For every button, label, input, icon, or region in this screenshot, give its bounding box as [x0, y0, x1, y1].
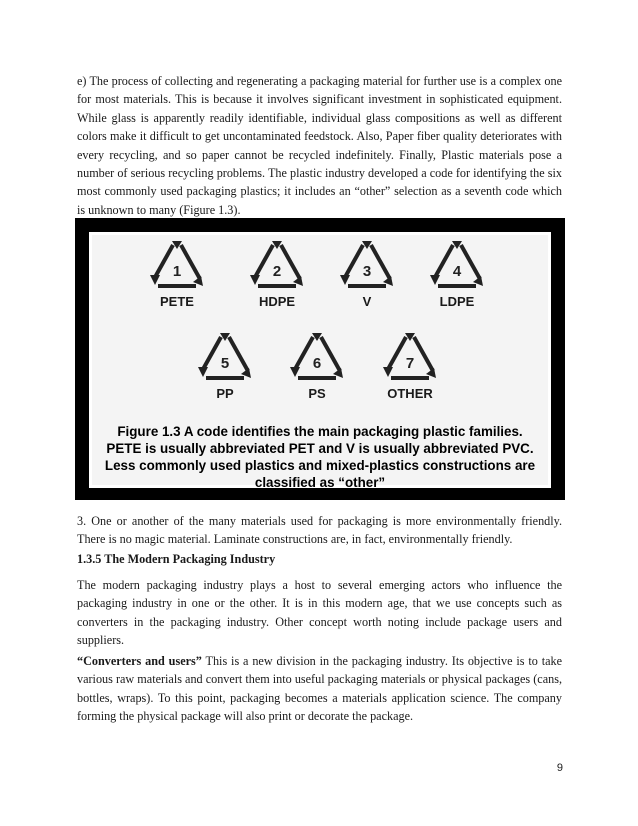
figure-caption: Figure 1.3 A code identifies the main packaging plastic families. PETE is usually abbreviated PET and V is usually abbreviated PVC. Less commonly used plastics and mixed-plastics constructions are classified as “other” [104, 424, 536, 490]
recycling-symbols [92, 235, 548, 425]
recycling-triangle-icon [379, 331, 441, 385]
svg-text:3: 3 [362, 263, 372, 280]
svg-text:7: 7 [405, 355, 415, 372]
recycling-triangle-icon [246, 239, 308, 293]
svg-text:5: 5 [220, 355, 230, 372]
symbol-label: V [362, 294, 372, 309]
recycling-symbol-1 [142, 239, 212, 309]
recycling-triangle-icon [146, 239, 208, 293]
converters-term: “Converters and users” [77, 654, 202, 668]
symbol-label: PS [308, 386, 326, 401]
paragraph-recycling: e) The process of collecting and regenerating a packaging material for further use is a complex one for most materials. This is because it involves significant investment in sophisticated equipment. While glass is apparently readily identifiable, individual glass compositions as well as different colors make it difficult to get uncontaminated feedstock. Also, Paper fiber quality deteriorates with every recycling, and so paper cannot be recycled indefinitely. Finally, Plastic materials pose a number of serious recycling problems. The plastic industry developed a code for identifying the six most commonly used packaging plastics; it includes an “other” selection as a seventh code which is unknown to many (Figure 1.3). [77, 74, 562, 217]
svg-text:4: 4 [452, 263, 462, 280]
page-number: 9 [556, 762, 563, 774]
paragraph-modern-industry: The modern packaging industry plays a host to several emerging actors who influence the packaging industry in one or the other. It is in this modern age, that we use concepts such as converters in the packaging industry. Other concept worth noting include package users and suppliers. [77, 578, 562, 648]
recycling-triangle-icon [194, 331, 256, 385]
figure-panel [89, 232, 551, 488]
paragraph-converters [77, 652, 562, 726]
recycling-symbol-5 [190, 331, 260, 401]
converters-text: This is a new division in the packaging industry. Its objective is to take various raw materials and convert them into useful packaging materials or physical packages (cans, bottles, wraps). To this point, packaging becomes a materials application science. The company forming the physical package will also print or decorate the package. [77, 654, 562, 724]
svg-text:2: 2 [272, 263, 282, 280]
recycling-symbol-4 [422, 239, 492, 309]
symbol-label: HDPE [258, 294, 296, 309]
recycling-triangle-icon [286, 331, 348, 385]
section-heading: 1.3.5 The Modern Packaging Industry [77, 552, 276, 566]
recycling-symbol-2 [242, 239, 312, 309]
paragraph-environment: 3. One or another of the many materials used for packaging is more environmentally friendly. There is no magic material. Laminate constructions are, in fact, environmentally friendly. [77, 514, 562, 547]
recycling-symbol-7 [375, 331, 445, 401]
symbol-label: LDPE [439, 294, 475, 309]
symbol-label: OTHER [387, 386, 433, 401]
symbol-label: PETE [160, 294, 194, 309]
figure-recycling-codes [75, 218, 565, 500]
symbol-label: PP [216, 386, 234, 401]
recycling-triangle-icon [426, 239, 488, 293]
recycling-triangle-icon [336, 239, 398, 293]
svg-text:1: 1 [172, 263, 182, 280]
recycling-symbol-3 [332, 239, 402, 309]
svg-text:6: 6 [312, 355, 322, 372]
recycling-symbol-6 [282, 331, 352, 401]
